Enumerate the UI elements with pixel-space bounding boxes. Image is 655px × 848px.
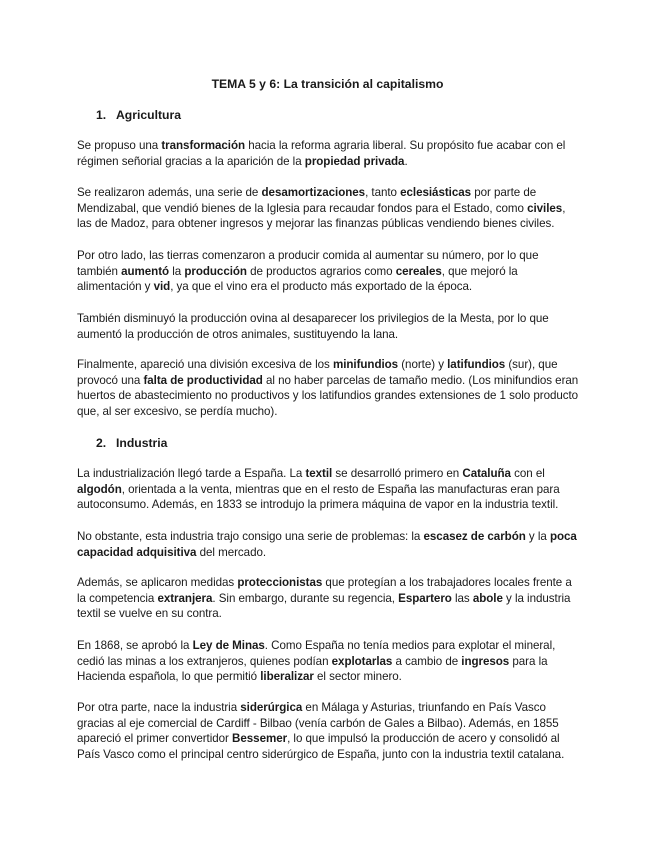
paragraph: Finalmente, apareció una división excesiva de los minifundios (norte) y latifundios (sur), que provocó una falta de productividad al no haber parcelas de tamaño medio. (Los minifundios eran huertos de abastecimiento no productivos y los latifundios grandes extensiones de 1 solo producto que, al ser excesivo, se perdía mucho). bbox=[77, 358, 579, 418]
bold-term: abole bbox=[472, 591, 503, 605]
bold-term: producción bbox=[184, 264, 247, 278]
bold-term: aumentó bbox=[121, 264, 170, 278]
paragraph: En 1868, se aprobó la Ley de Minas. Como España no tenía medios para explotar el mineral, cedió las minas a los extranjeros, quienes podían explotarlas a cambio de ingresos para la Hacienda española, lo que permitió liberalizar el sector minero. bbox=[77, 639, 556, 684]
bold-term: cereales bbox=[395, 264, 442, 278]
paragraph: Por otra parte, nace la industria siderúrgica en Málaga y Asturias, triunfando en País Vasco gracias al eje comercial de Cardiff - Bilbao (venía carbón de Gales a Bilbao). Además, en 1855 apareció el primer convertidor Bessemer, lo que impulsó la producción de acero y consolidó al País Vasco como el principal centro siderúrgico de España, junto con la industria textil catalana. bbox=[77, 701, 565, 761]
bold-term: vid bbox=[153, 280, 171, 294]
section-title: Agricultura bbox=[116, 108, 182, 122]
bold-term: Cataluña bbox=[462, 467, 511, 480]
paragraph: Se realizaron además, una serie de desamortizaciones, tanto eclesiásticas por parte de Mendizabal, que vendió bienes de la Iglesia para recaudar fondos para el Estado, como civiles, las de Madoz, para obtener ingresos y mejorar las finanzas públicas vendiendo bienes civiles. bbox=[77, 186, 566, 231]
section-heading-agricultura bbox=[96, 107, 181, 123]
bold-term: textil bbox=[305, 467, 333, 480]
paragraph: Además, se aplicaron medidas proteccionistas que protegían a los trabajadores locales frente a la competencia extranjera. Sin embargo, durante su regencia, Espartero las abole y la industria textil se vuelve en su contra. bbox=[77, 576, 572, 621]
paragraph: Se propuso una transformación hacia la reforma agraria liberal. Su propósito fue acabar con el régimen señorial gracias a la aparición de la propiedad privada. bbox=[77, 139, 566, 168]
bold-term: explotarlas bbox=[331, 654, 393, 668]
bold-term: Ley de Minas bbox=[192, 639, 265, 652]
bold-term: falta de productividad bbox=[143, 373, 263, 387]
paragraph: No obstante, esta industria trajo consigo una serie de problemas: la escasez de carbón y la poca capacidad adquisitiva del mercado. bbox=[77, 530, 577, 559]
bold-term: minifundios bbox=[332, 358, 399, 371]
bold-term: ingresos bbox=[461, 654, 510, 668]
bold-term: civiles bbox=[527, 201, 563, 215]
bold-term: latifundios bbox=[447, 358, 506, 371]
section-number: 2. bbox=[96, 436, 107, 450]
paragraph: Por otro lado, las tierras comenzaron a producir comida al aumentar su número, por lo que también aumentó la producción de productos agrarios como cereales, que mejoró la alimentación y vid, ya que el vino era el producto más exportado de la época. bbox=[77, 249, 539, 294]
bold-term: algodón bbox=[77, 482, 122, 496]
bold-term: extranjera bbox=[157, 591, 213, 605]
bold-term: escasez de carbón bbox=[423, 530, 526, 543]
paragraph: También disminuyó la producción ovina al desaparecer los privilegios de la Mesta, por lo que aumentó la producción de otros animales, sustituyendo la lana. bbox=[77, 312, 549, 341]
bold-term: Bessemer bbox=[232, 732, 288, 746]
document-title: TEMA 5 y 6: La transición al capitalismo bbox=[211, 77, 444, 91]
section-heading-industria bbox=[96, 435, 167, 451]
section-title: Industria bbox=[116, 436, 168, 450]
bold-term: proteccionistas bbox=[237, 576, 323, 589]
bold-term: transformación bbox=[161, 139, 246, 152]
paragraph: La industrialización llegó tarde a España. La textil se desarrolló primero en Cataluña con el algodón, orientada a la venta, mientras que en el resto de España las manufacturas eran para autoconsumo. Además, en 1833 se introdujo la primera máquina de vapor en la industria textil. bbox=[77, 467, 560, 512]
bold-term: liberalizar bbox=[260, 670, 314, 684]
bold-term: desamortizaciones bbox=[261, 186, 366, 199]
bold-term: eclesiásticas bbox=[400, 186, 472, 199]
bold-term: siderúrgica bbox=[240, 701, 303, 714]
bold-term: Espartero bbox=[398, 591, 452, 605]
bold-term: poca capacidad adquisitiva bbox=[77, 530, 577, 559]
section-number: 1. bbox=[96, 108, 107, 122]
bold-term: propiedad privada bbox=[304, 154, 405, 168]
